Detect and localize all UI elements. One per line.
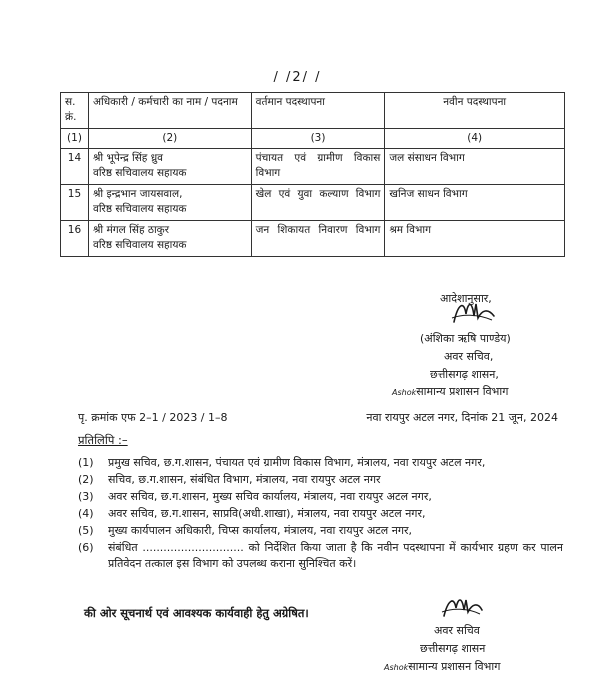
item-text: मुख्य कार्यपालन अधिकारी, चिप्स कार्यालय, मंत्रालय, नवा रायपुर अटल नगर,	[108, 524, 413, 537]
item-text: संबंधित ............................. को निर्देशित किया जाता है कि नवीन पदस्थापना में कार्यभार ग्रहण कर पालन प्रतिवेदन तत्काल इस विभाग को उपलब्ध कराना सुनिश्चित करें।	[108, 541, 563, 570]
signatory-name: (अंशिका ऋषि पाण्डेय)	[420, 332, 511, 345]
signatory-government: छत्तीसगढ़ शासन	[420, 642, 486, 655]
item-number: (4)	[78, 507, 94, 520]
signatory-department-line	[392, 383, 508, 401]
table-row	[61, 221, 565, 257]
copy-title: प्रतिलिपि :–	[78, 433, 128, 447]
row-officer	[88, 149, 251, 185]
list-item	[78, 489, 563, 505]
list-item	[78, 455, 563, 471]
forward-text: की ओर सूचनार्थ एवं आवश्यक कार्यवाही हेतु अग्रेषित।	[84, 606, 309, 620]
table-colnum-row	[61, 129, 565, 149]
colnum: (4)	[385, 129, 565, 149]
item-text: अवर सचिव, छ.ग.शासन, साप्रवि(अधी.शाखा), मंत्रालय, नवा रायपुर अटल नगर,	[108, 507, 426, 520]
handwritten-initials: Ashok	[392, 388, 417, 397]
reference-place-date: नवा रायपुर अटल नगर, दिनांक 21 जून, 2024	[366, 411, 558, 424]
header-current: वर्तमान पदस्थापना	[251, 93, 385, 129]
row-sno: 15	[61, 185, 89, 221]
reference-line	[78, 410, 558, 425]
item-number: (2)	[78, 473, 94, 486]
colnum: (1)	[61, 129, 89, 149]
row-new: श्रम विभाग	[385, 221, 565, 257]
table-header-row	[61, 93, 565, 129]
item-text: अवर सचिव, छ.ग.शासन, मुख्य सचिव कार्यालय, मंत्रालय, नवा रायपुर अटल नगर,	[108, 490, 432, 503]
row-new: जल संसाधन विभाग	[385, 149, 565, 185]
row-current: पंचायत एवं ग्रामीण विकास विभाग	[251, 149, 385, 185]
order-text: आदेशानुसार,	[440, 292, 492, 305]
signatory-government: छत्तीसगढ़ शासन,	[430, 368, 499, 381]
row-officer	[88, 185, 251, 221]
item-number: (3)	[78, 490, 94, 503]
row-sno: 16	[61, 221, 89, 257]
signatory-department: सामान्य प्रशासन विभाग	[408, 660, 501, 673]
page-number: / /2/ /	[273, 70, 322, 85]
colnum: (3)	[251, 129, 385, 149]
row-current: जन शिकायत निवारण विभाग	[251, 221, 385, 257]
row-sno: 14	[61, 149, 89, 185]
transfer-table	[60, 92, 565, 257]
row-officer	[88, 221, 251, 257]
handwritten-initials: Ashok	[384, 663, 409, 672]
signatory-department: सामान्य प्रशासन विभाग	[416, 385, 509, 398]
reference-number: पृ. क्रमांक एफ 2–1 / 2023 / 1–8	[78, 411, 228, 424]
officer-name: श्री भूपेन्द्र सिंह ध्रुव	[92, 152, 164, 164]
row-new: खनिज साधन विभाग	[385, 185, 565, 221]
header-new: नवीन पदस्थापना	[385, 93, 565, 129]
item-number: (6)	[78, 541, 94, 554]
list-item	[78, 506, 563, 522]
signatory-designation: अवर सचिव,	[444, 350, 494, 363]
signatory-department-line	[384, 658, 500, 676]
officer-name: श्री इन्द्रभान जायसवाल,	[92, 188, 183, 200]
table-row	[61, 149, 565, 185]
officer-designation: वरिष्ठ सचिवालय सहायक	[92, 239, 187, 251]
officer-designation: वरिष्ठ सचिवालय सहायक	[92, 203, 187, 215]
list-item	[78, 472, 563, 488]
signature-mark	[448, 296, 498, 328]
officer-designation: वरिष्ठ सचिवालय सहायक	[92, 167, 187, 179]
list-item	[78, 523, 563, 539]
table-row	[61, 185, 565, 221]
header-sno: स. क्रं.	[61, 93, 89, 129]
signatory-designation: अवर सचिव	[434, 624, 480, 637]
row-current: खेल एवं युवा कल्याण विभाग	[251, 185, 385, 221]
copy-list	[78, 455, 563, 573]
colnum: (2)	[88, 129, 251, 149]
header-officer: अधिकारी / कर्मचारी का नाम / पदनाम	[88, 93, 251, 129]
item-number: (1)	[78, 456, 94, 469]
officer-name: श्री मंगल सिंह ठाकुर	[92, 224, 170, 236]
item-text: सचिव, छ.ग.शासन, संबंधित विभाग, मंत्रालय, नवा रायपुर अटल नगर	[108, 473, 381, 486]
list-item	[78, 540, 563, 572]
item-text: प्रमुख सचिव, छ.ग.शासन, पंचायत एवं ग्रामीण विकास विभाग, मंत्रालय, नवा रायपुर अटल नगर,	[108, 456, 486, 469]
item-number: (5)	[78, 524, 94, 537]
signature-mark	[438, 592, 486, 622]
